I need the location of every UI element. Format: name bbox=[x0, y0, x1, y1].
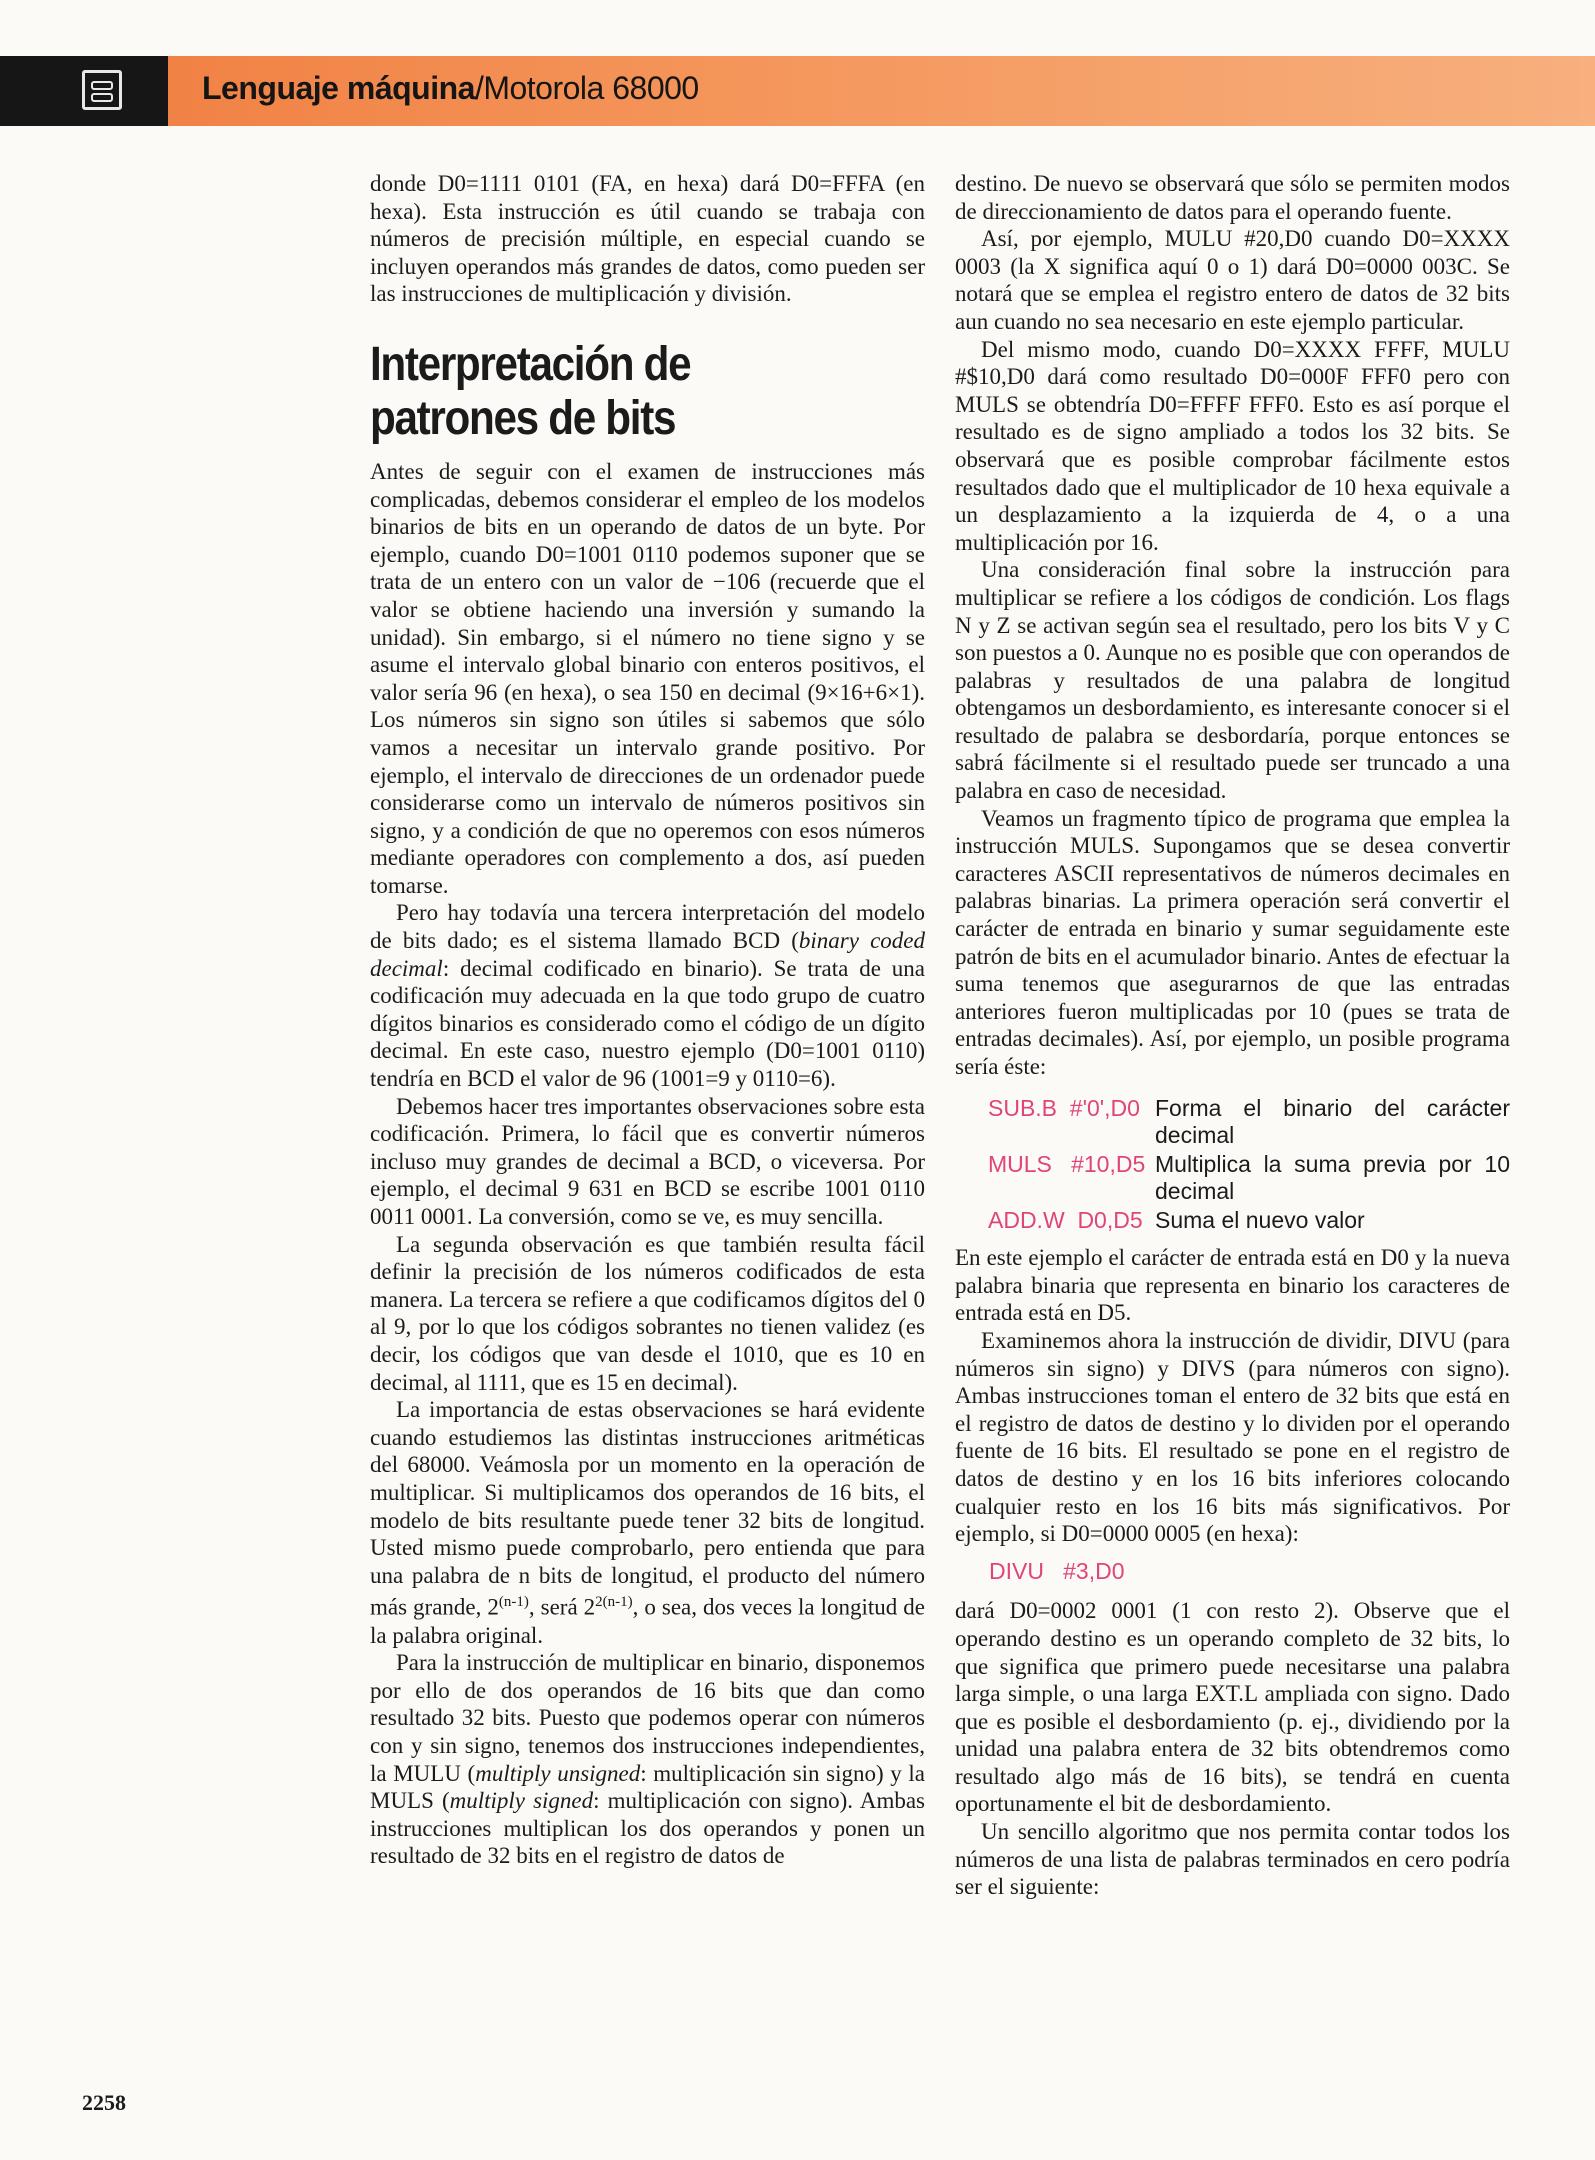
paragraph: Veamos un fragmento típico de programa que emplea la instrucción MULS. Supongamos que se desea convertir caracteres ASCII representativos de números decimales en palabras binarias. La primera operación será convertir el carácter de entrada en binario y sumar seguidamente este patrón de bits en el acumulador binario. Antes de efectuar la suma tenemos que asegurarnos de que las entradas anteriores fueron multiplicadas por 10 (pues se trata de entradas decimales). Así, por ejemplo, un posible programa sería éste: bbox=[955, 805, 1510, 1079]
code-instruction: ADD.W D0,D5 bbox=[988, 1206, 1143, 1233]
paragraph: Una consideración final sobre la instrucción para multiplicar se refiere a los códigos de condición. Los flags N y Z se activan según sea el resultado, pero los bits V y C son puestos a 0. Aunque no es posible que con operandos de palabras y resultados de una palabra de longitud obtengamos un desbordamiento, es interesante conocer si el resultado de palabra se desbordaría, porque entonces se sabrá fácilmente si el resultado puede ser truncado a una palabra en caso de necesidad. bbox=[955, 557, 1510, 804]
right-column bbox=[955, 170, 1510, 1901]
page-header bbox=[0, 56, 1595, 126]
paragraph: Debemos hacer tres importantes observaciones sobre esta codificación. Primera, lo fácil que es convertir números incluso muy grandes de decimal a BCD, o viceversa. Por ejemplo, el decimal 9 631 en BCD se escribe 1001 0110 0011 0001. La conversión, como se ve, es muy sencilla. bbox=[370, 1093, 925, 1229]
code-comment: Forma el binario del carácter decimal bbox=[1155, 1094, 1510, 1148]
paragraph: Un sencillo algoritmo que nos permita contar todos los números de una lista de palabras terminados en cero podría ser el siguiente: bbox=[955, 1819, 1510, 1900]
code-instruction: DIVU #3,D0 bbox=[989, 1557, 1125, 1584]
paragraph: Del mismo modo, cuando D0=XXXX FFFF, MULU #$10,D0 dará como resultado D0=000F FFF0 pero con MULS se obtendría D0=FFFF FFF0. Esto es así porque el resultado es de signo ampliado a todos los 32 bits. Se observará que es posible comprobar fácilmente estos resultados dado que el multiplicador de 10 hexa equivale a un desplazamiento a la izquierda de 4, o a una multiplicación por 16. bbox=[955, 336, 1510, 555]
code-instruction: SUB.B #'0',D0 bbox=[988, 1094, 1140, 1121]
paragraph: Para la instrucción de multiplicar en binario, disponemos por ello de dos operandos de 16 bits que dan como resultado 32 bits. Puesto que podemos operar con números con y sin signo, tenemos dos instrucciones independientes, la MULU (multiply unsigned: multiplicación sin signo) y la MULS (multiply signed: multiplicación con signo). Ambas instrucciones multiplican los dos operandos y ponen un resultado de 32 bits en el registro de datos de bbox=[370, 1650, 925, 1869]
code-line bbox=[955, 1207, 1510, 1235]
paragraph: En este ejemplo el carácter de entrada está en D0 y la nueva palabra binaria que representa en binario los caracteres de entrada está en D5. bbox=[955, 1245, 1510, 1326]
paragraph: La importancia de estas observaciones se hará evidente cuando estudiemos las distintas instrucciones aritméticas del 68000. Veámosla por un momento en la operación de multiplicar. Si multiplicamos dos operandos de 16 bits, el modelo de bits resultante puede tener 32 bits de longitud. Usted mismo puede comprobarlo, pero entienda que para una palabra de n bits de longitud, el producto del número más grande, 2$^{(n-1)}$, será $2^{2(n-1)}$, o sea, dos veces la longitud de la palabra original. bbox=[370, 1397, 925, 1648]
page-number: 2258 bbox=[82, 2090, 126, 2115]
paragraph: La segunda observación es que también resulta fácil definir la precisión de los números codificados de esta manera. La tercera se refiere a que codificamos dígitos del 0 al 9, por lo que los códigos sobrantes no tienen validez (es decir, los códigos que van desde el 1010, que es 10 en decimal, al 1111, que es 15 en decimal). bbox=[370, 1231, 925, 1395]
paragraph: dará D0=0002 0001 (1 con resto 2). Observe que el operando destino es un operando completo de 32 bits, lo que significa que primero puede necesitarse una palabra larga simple, o una larga EXT.L ampliada con signo. Dado que es posible el desbordamiento (p. ej., dividiendo por la unidad una palabra entera de 32 bits obtendremos como resultado algo más de 16 bits), se tendrá en cuenta oportunamente el bit de desbordamiento. bbox=[955, 1598, 1510, 1817]
header-logo-box bbox=[0, 56, 168, 126]
header-title: Lenguaje máquina/Motorola 68000 bbox=[202, 70, 699, 106]
code-instruction: MULS #10,D5 bbox=[988, 1150, 1146, 1177]
paragraph: Antes de seguir con el examen de instrucciones más complicadas, debemos considerar el empleo de los modelos binarios de bits en un operando de datos de un byte. Por ejemplo, cuando D0=1001 0110 podemos suponer que se trata de un entero con un valor de −106 (recuerde que el valor se obtiene haciendo una inversión y sumando la unidad). Sin embargo, si el número no tiene signo y se asume el intervalo global binario con enteros positivos, el valor sería 96 (en hexa), o sea 150 en decimal (9×16+6×1). Los números sin signo son útiles si sabemos que sólo vamos a necesitar un intervalo grande positivo. Por ejemplo, el intervalo de direcciones de un ordenador puede considerarse como un intervalo de números positivos sin signo, y a condición de que no operemos con esos números mediante operadores con complemento a dos, así pueden tomarse. bbox=[370, 458, 925, 898]
left-column bbox=[370, 170, 925, 1870]
code-listing bbox=[955, 1095, 1510, 1235]
code-comment: Multiplica la suma previa por 10 decimal bbox=[1155, 1150, 1510, 1204]
code-line bbox=[955, 1095, 1510, 1149]
paragraph: destino. De nuevo se observará que sólo se permiten modos de direccionamiento de datos para el operando fuente. bbox=[955, 171, 1510, 224]
code-line bbox=[955, 1151, 1510, 1205]
paragraph: donde D0=1111 0101 (FA, en hexa) dará D0=FFFA (en hexa). Esta instrucción es útil cuando se trabaja con números de precisión múltiple, en especial cuando se incluyen operandos más grandes de datos, como pueden ser las instrucciones de multiplicación y división. bbox=[370, 171, 925, 307]
paragraph: Así, por ejemplo, MULU #20,D0 cuando D0=XXXX 0003 (la X significa aquí 0 o 1) dará D0=0000 003C. Se notará que se emplea el registro entero de datos de 32 bits aun cuando no sea necesario en este ejemplo particular. bbox=[955, 226, 1510, 334]
paragraph: Examinemos ahora la instrucción de dividir, DIVU (para números sin signo) y DIVS (para números con signo). Ambas instrucciones toman el entero de 32 bits que está en el registro de datos de destino y lo dividen por el operando fuente de 16 bits. El resultado se pone en el registro de datos de destino y en los 16 bits inferiores colocando cualquier resto en los 16 bits más significativos. Por ejemplo, si D0=0000 0005 (en hexa): bbox=[955, 1327, 1510, 1547]
paragraph: Pero hay todavía una tercera interpretación del modelo de bits dado; es el sistema llamado BCD (binary coded decimal: decimal codificado en binario). Se trata de una codificación muy adecuada en la que todo grupo de cuatro dígitos binarios es considerado como el código de un dígito decimal. En este caso, nuestro ejemplo (D0=1001 0110) tendría en BCD el valor de 96 (1001=9 y 0110=6). bbox=[370, 900, 926, 1092]
code-comment: Suma el nuevo valor bbox=[1155, 1206, 1365, 1233]
section-heading: Interpretación de patrones de bits bbox=[370, 337, 691, 445]
document-icon bbox=[82, 70, 122, 110]
